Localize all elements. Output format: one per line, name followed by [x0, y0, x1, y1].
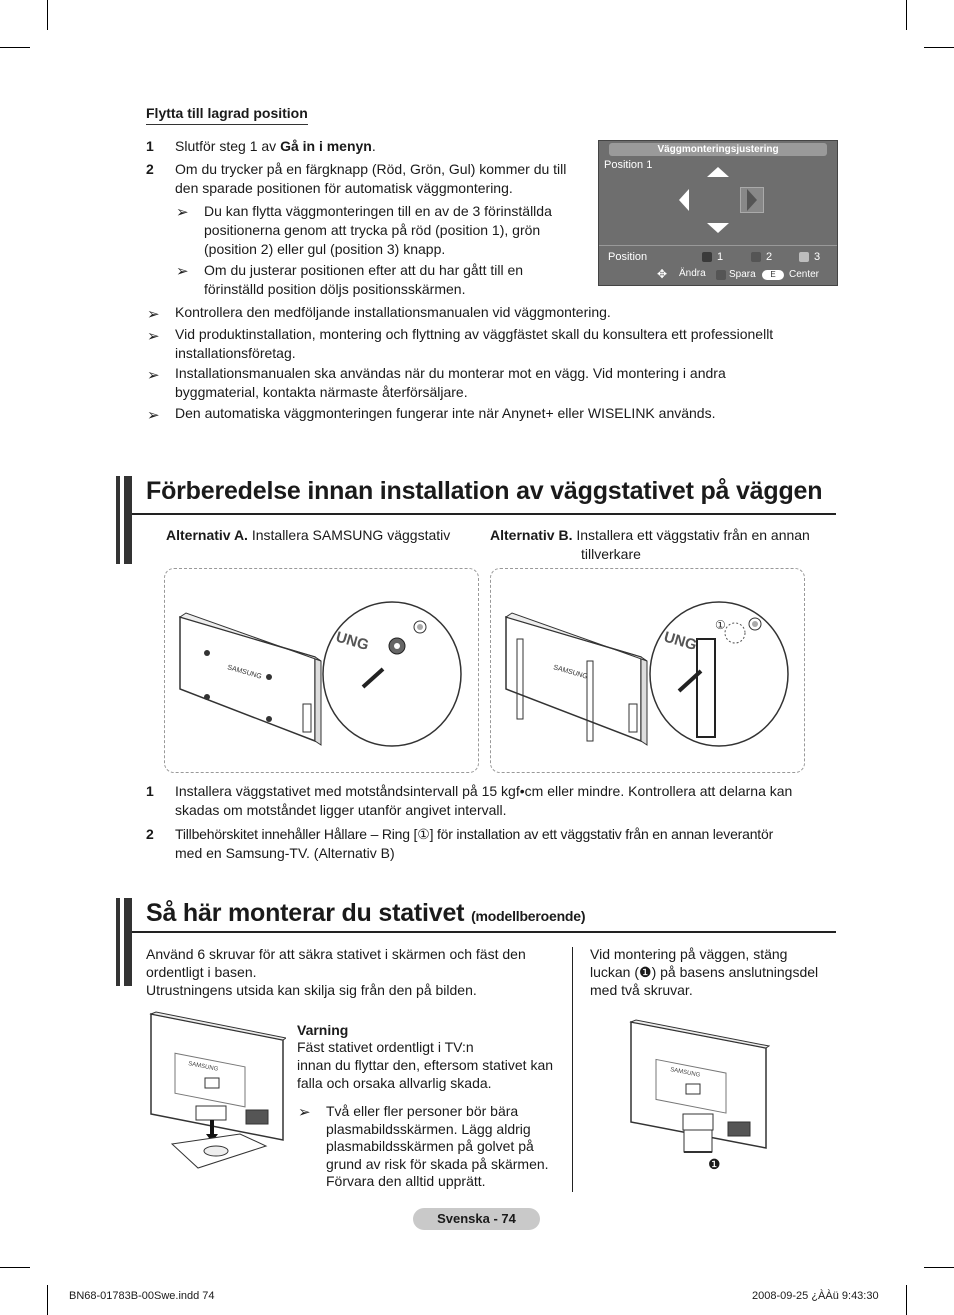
stand-text: med två skruvar. [590, 982, 693, 998]
yellow-button-icon [799, 252, 809, 262]
tv-back-drawing [165, 569, 478, 772]
svg-text:①: ① [715, 618, 726, 632]
warning-text: falla och orsaka allvarlig skada. [297, 1075, 492, 1091]
section-bar [116, 476, 132, 564]
step-number: 1 [146, 138, 154, 154]
callout-1: ❶ [708, 1156, 721, 1172]
note-text: (position 2) eller gul (position 3) knapp. [204, 241, 446, 257]
note-text: plasmabildsskärmen på golvet på [326, 1138, 534, 1154]
crop-mark [906, 0, 907, 30]
note-arrow-icon: ➢ [147, 306, 160, 323]
note-arrow-icon: ➢ [147, 328, 160, 345]
note-arrow-icon: ➢ [176, 204, 189, 221]
svg-text:SAMSUNG: SAMSUNG [226, 664, 263, 681]
tv-stand-illustration [148, 1010, 286, 1172]
section-title: Så här monterar du stativet (modellberoende) [146, 899, 586, 927]
svg-text:UNG: UNG [333, 628, 371, 655]
tv-back-drawing [491, 569, 804, 772]
step-text: med en Samsung-TV. (Alternativ B) [175, 845, 395, 861]
step-text: Installera väggstativet med motståndsintervall på 15 kgf•cm eller mindre. Kontrollera att delarna kan [175, 783, 793, 799]
note-text: Om du justerar positionen efter att du har gått till en [204, 262, 524, 278]
alternative-b-cont: tillverkare [581, 546, 641, 562]
osd-andra: Ändra [679, 268, 706, 279]
alternative-b: Alternativ B. Installera ett väggstativ från en annan [490, 527, 810, 543]
footer-timestamp: 2008-09-25 ¿ÀÀü 9:43:30 [752, 1290, 879, 1302]
note-text: byggmaterial, kontakta närmaste återförsäljare. [175, 384, 468, 400]
alternative-a: Alternativ A. Installera SAMSUNG väggstativ [166, 527, 451, 543]
svg-text:SAMSUNG: SAMSUNG [552, 664, 589, 681]
stand-text: Använd 6 skruvar för att säkra stativet i skärmen och fäst den [146, 946, 526, 962]
section-rule [132, 931, 836, 933]
crop-mark [0, 1267, 30, 1268]
osd-title: Väggmonteringsjustering [609, 143, 827, 156]
note-text: grund av risk för skada på skärmen. [326, 1156, 549, 1172]
note-text: Du kan flytta väggmonteringen till en av de 3 förinställda [204, 203, 552, 219]
warning-text: Fäst stativet ordentligt i TV:n [297, 1039, 474, 1055]
green-button-icon [751, 252, 761, 262]
step-text: skadas om motståndet ligger utanför angivet intervall. [175, 802, 507, 818]
crop-mark [906, 1285, 907, 1315]
column-divider [572, 947, 573, 1192]
note-text: installationsföretag. [175, 345, 296, 361]
crop-mark [0, 47, 30, 48]
osd-spara: Spara [729, 269, 756, 280]
note-text: plasmabildsskärmen. Lägg aldrig [326, 1121, 531, 1137]
section-title: Förberedelse innan installation av väggstativet på väggen [146, 477, 823, 505]
stand-text: Vid montering på väggen, stäng [590, 946, 788, 962]
warning-text: innan du flyttar den, eftersom stativet kan [297, 1057, 554, 1073]
stand-text: luckan (❶) på basens anslutningsdel [590, 964, 819, 980]
move-icon: ✥ [657, 267, 668, 281]
stand-text: Utrustningens utsida kan skilja sig från den på bilden. [146, 982, 477, 998]
svg-text:SAMSUNG: SAMSUNG [669, 1067, 701, 1079]
step-number: 2 [146, 161, 154, 177]
crop-mark [924, 47, 954, 48]
subsection-heading: Flytta till lagrad position [146, 105, 308, 125]
step-text: den sparade positionen för automatisk väggmontering. [175, 180, 513, 196]
note-arrow-icon: ➢ [298, 1104, 311, 1121]
footer-file: BN68-01783B-00Swe.indd 74 [69, 1290, 215, 1302]
osd-center: Center [789, 269, 820, 280]
up-arrow-icon [707, 167, 729, 177]
left-arrow-icon [679, 189, 689, 211]
crop-mark [47, 1285, 48, 1315]
right-arrow-icon [747, 189, 757, 211]
note-text: Kontrollera den medföljande installationsmanualen vid väggmontering. [175, 304, 611, 320]
wall-mount-illustration-b [490, 568, 805, 773]
step-text: Tillbehörskitet innehåller Hållare – Ring [①] för installation av ett väggstativ från en annan leverantör [175, 826, 774, 842]
tv-stand-cover-illustration [628, 1018, 770, 1174]
warning-title: Varning [297, 1022, 349, 1038]
enter-button-icon: E [762, 270, 784, 280]
crop-mark [47, 0, 48, 30]
osd-position-label: Position 1 [604, 159, 653, 171]
red-button-icon [702, 252, 712, 262]
note-text: Den automatiska väggmonteringen fungerar inte när Anynet+ eller WISELINK används. [175, 405, 716, 421]
note-arrow-icon: ➢ [147, 367, 160, 384]
note-text: Två eller fler personer bör bära [326, 1103, 519, 1119]
down-arrow-icon [707, 223, 729, 233]
wall-mount-illustration-a [164, 568, 479, 773]
note-text: Förvara den alltid upprätt. [326, 1173, 486, 1189]
note-text: Installationsmanualen ska användas när du monterar mot en vägg. Vid montering i andra [175, 365, 726, 381]
osd-bottom-label: Position [608, 251, 648, 263]
step-number: 2 [146, 826, 154, 842]
svg-text:UNG: UNG [661, 628, 699, 655]
save-button-icon [716, 270, 726, 280]
note-text: förinställd position döljs positionsskärmen. [204, 281, 466, 297]
section-rule [132, 513, 836, 515]
note-arrow-icon: ➢ [147, 407, 160, 424]
step-text: Om du trycker på en färgknapp (Röd, Grön, Gul) kommer du till [175, 161, 567, 177]
section-bar [116, 898, 132, 986]
stand-text: ordentligt i basen. [146, 964, 257, 980]
osd-p1: 1 [717, 251, 724, 263]
step-text: Slutför steg 1 av Gå in i menyn. [175, 138, 376, 154]
crop-mark [924, 1267, 954, 1268]
svg-text:SAMSUNG: SAMSUNG [187, 1061, 219, 1073]
osd-p3: 3 [814, 251, 821, 263]
wall-mount-osd-screen [598, 140, 838, 286]
step-number: 1 [146, 783, 154, 799]
osd-highlight [740, 187, 764, 213]
note-text: positionerna genom att trycka på röd (position 1), grön [204, 222, 541, 238]
osd-divider [599, 245, 837, 246]
note-arrow-icon: ➢ [176, 263, 189, 280]
osd-p2: 2 [766, 251, 773, 263]
page-number: Svenska - 74 [413, 1208, 540, 1230]
note-text: Vid produktinstallation, montering och flyttning av väggfästet skall du konsultera ett professionellt [175, 326, 774, 342]
